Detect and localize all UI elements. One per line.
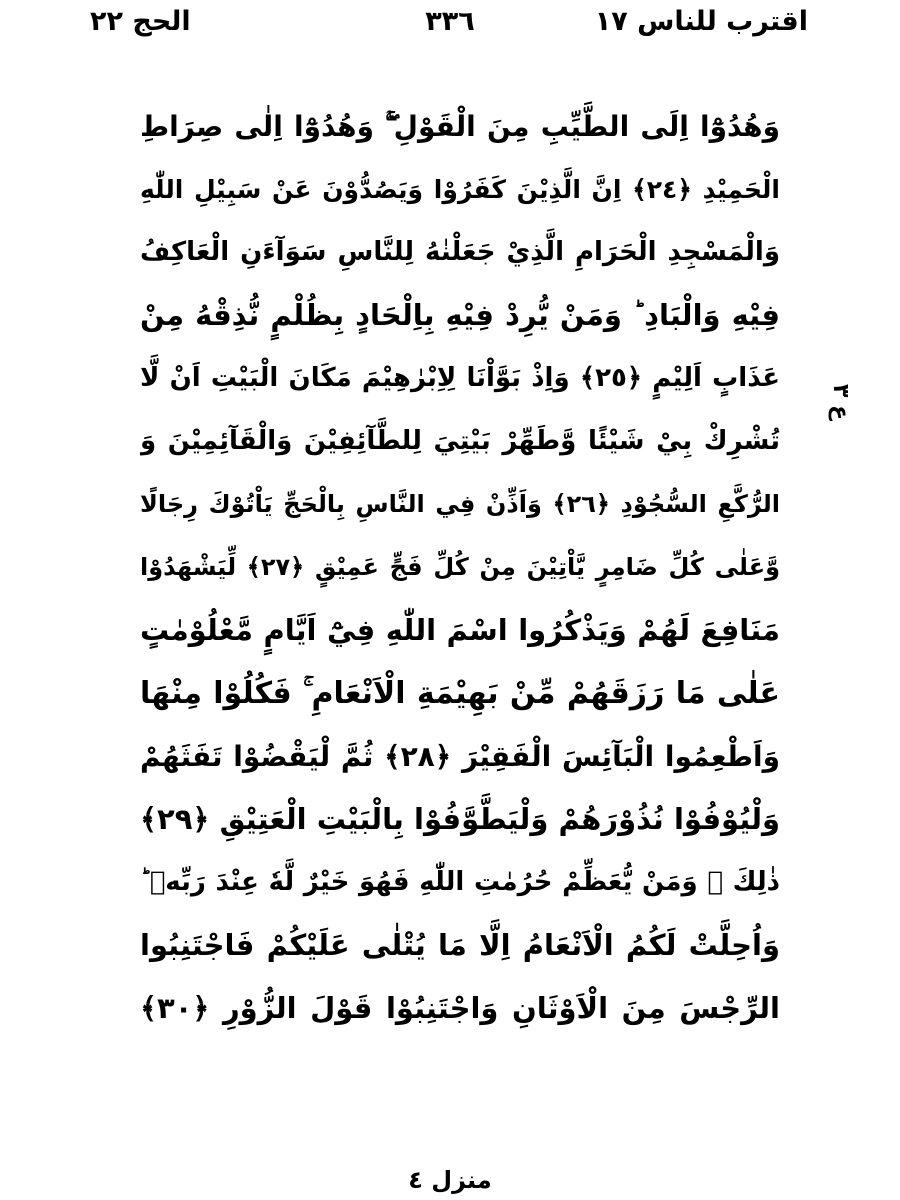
text-line: تُشْرِكْ بِيْ شَيْئًا وَّطَهِّرْ بَيْتِيَ لِلطَّآئِفِيْنَ وَالْقَآئِمِيْنَ وَ xyxy=(140,426,780,456)
text-line: ذٰلِكَ ۗ وَمَنْ يُّعَظِّمْ حُرُمٰتِ اللّٰهِ فَهُوَ خَيْرٌ لَّهٗ عِنْدَ رَبِّهٖ ؕ xyxy=(140,867,780,897)
text-line: عَلٰى مَا رَزَقَهُمْ مِّنْ بَهِيْمَةِ الْاَنْعَامِ ۚ فَكُلُوْا مِنْهَا xyxy=(140,676,780,711)
manzil-footer: منزل ٤ xyxy=(408,1166,492,1194)
page-header xyxy=(0,2,900,52)
page-number: ٣٣٦ xyxy=(425,6,475,37)
text-line: مَنَافِعَ لَهُمْ وَيَذْكُرُوا اسْمَ اللّٰهِ فِيْٓ اَيَّامٍ مَّعْلُوْمٰتٍ xyxy=(140,613,780,647)
text-line: وَهُدُوْٓا اِلَى الطَّيِّبِ مِنَ الْقَوْلِ ۚۖ وَهُدُوْٓا اِلٰى صِرَاطِ xyxy=(140,110,780,143)
text-line: الرِّجْسَ مِنَ الْاَوْثَانِ وَاجْتَنِبُوْا قَوْلَ الزُّوْرِ ﴿٣٠﴾ xyxy=(140,991,780,1025)
text-line: فِيْهِ وَالْبَادِ ؕ وَمَنْ يُّرِدْ فِيْهِ بِاِلْحَادٍ بِظُلْمٍ نُّذِقْهُ مِنْ xyxy=(140,298,780,332)
surah-title: الحج ٢٢ xyxy=(90,6,191,37)
ruku-margin-mark: ع ٣ xyxy=(828,383,853,421)
quran-text-block xyxy=(140,95,780,1105)
text-line: وَّعَلٰى كُلِّ ضَامِرٍ يَّاْتِيْنَ مِنْ كُلِّ فَجٍّ عَمِيْقٍ ﴿٢٧﴾ لِّيَشْهَدُوْا xyxy=(140,553,780,581)
text-line: وَالْمَسْجِدِ الْحَرَامِ الَّذِيْ جَعَلْنٰهُ لِلنَّاسِ سَوَآءَنِ الْعَاكِفُ xyxy=(140,237,780,267)
text-line: وَاَطْعِمُوا الْبَآئِسَ الْفَقِيْرَ ﴿٢٨﴾ ثُمَّ لْيَقْضُوْا تَفَثَهُمْ xyxy=(140,740,780,773)
juz-title: اقترب للناس ١٧ xyxy=(594,6,808,37)
text-line: الرُّكَّعِ السُّجُوْدِ ﴿٢٦﴾ وَاَذِّنْ فِي النَّاسِ بِالْحَجِّ يَاْتُوْكَ رِجَالًا xyxy=(140,490,780,518)
text-line: الْحَمِيْدِ ﴿٢٤﴾ اِنَّ الَّذِيْنَ كَفَرُوْا وَيَصُدُّوْنَ عَنْ سَبِيْلِ اللّٰهِ xyxy=(140,175,780,204)
text-line: وَاُحِلَّتْ لَكُمُ الْاَنْعَامُ اِلَّا مَا يُتْلٰى عَلَيْكُمْ فَاجْتَنِبُوا xyxy=(140,928,780,962)
text-line: وَلْيُوْفُوْا نُذُوْرَهُمْ وَلْيَطَّوَّفُوْا بِالْبَيْتِ الْعَتِيْقِ ﴿٢٩﴾ xyxy=(140,802,780,836)
text-line: عَذَابٍ اَلِيْمٍ ﴿٢٥﴾ وَاِذْ بَوَّاْنَا لِاِبْرٰهِيْمَ مَكَانَ الْبَيْتِ اَنْ لَّا xyxy=(140,363,780,393)
